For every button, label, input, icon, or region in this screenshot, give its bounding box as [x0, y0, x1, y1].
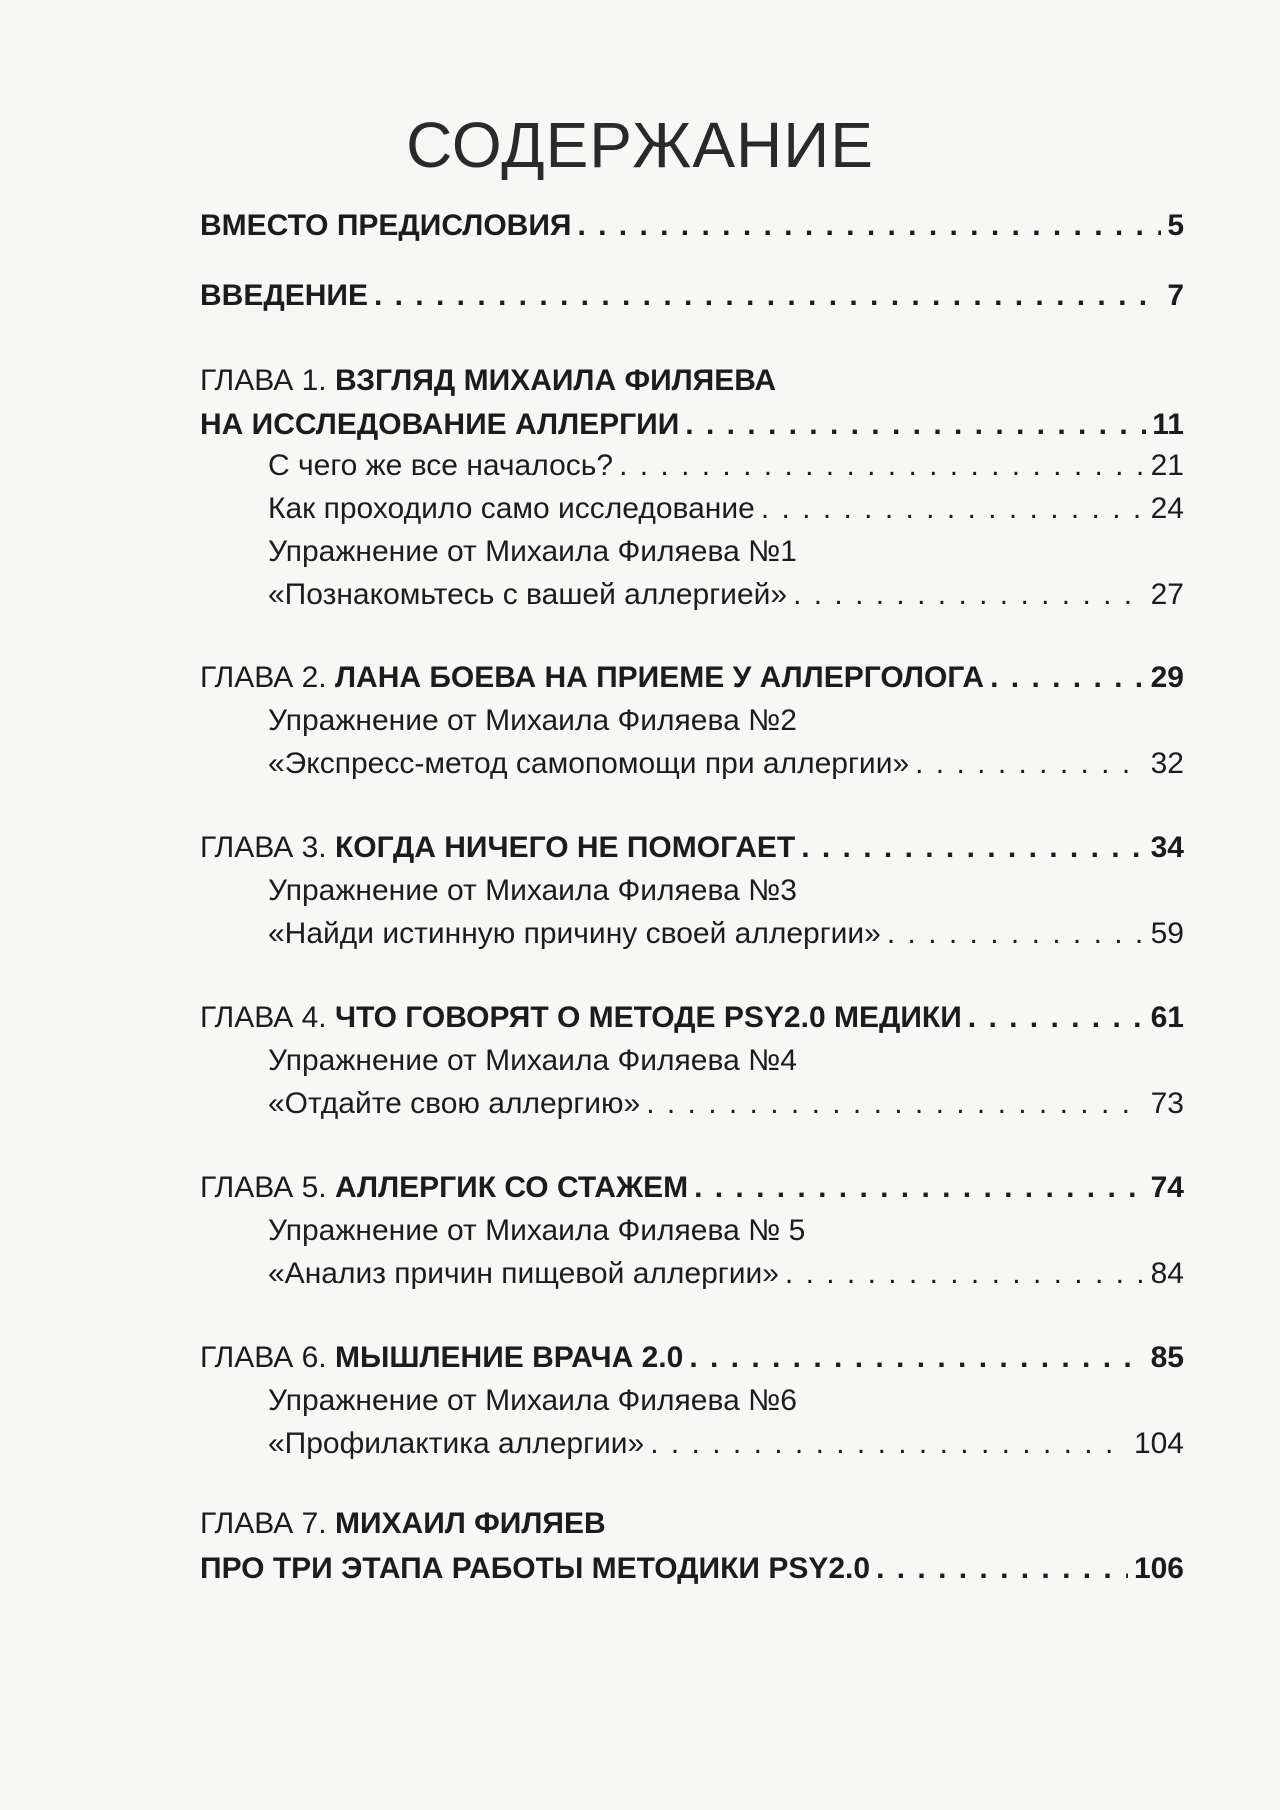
entry-page: 27: [1150, 578, 1184, 611]
entry-page: 84: [1150, 1257, 1184, 1290]
dot-leader: [761, 487, 1145, 531]
entry-title: Упражнение от Михаила Филяева №6: [268, 1384, 797, 1417]
entry-title: Как проходило само исследование: [268, 492, 755, 525]
toc-subentry-exercise-line2: [268, 1252, 1184, 1296]
dot-leader: [374, 274, 1161, 318]
toc-entry-chapter-2: [200, 656, 1184, 700]
entry-title-line2: «Анализ причин пищевой аллергии»: [268, 1257, 779, 1290]
dot-leader: [887, 912, 1145, 956]
entry-title-line2: «Найди истинную причину своей аллергии»: [268, 917, 881, 950]
entry-page: 85: [1150, 1341, 1184, 1374]
entry-title: ЧТО ГОВОРЯТ О МЕТОДЕ PSY2.0 МЕДИКИ: [334, 1001, 962, 1034]
toc-entry-chapter-1: [200, 359, 1184, 403]
toc-subentry-exercise-line2: [268, 742, 1184, 786]
dot-leader: [694, 1166, 1145, 1210]
toc-entry-chapter-7-line2: [200, 1547, 1184, 1591]
entry-title-line2: «Познакомьтесь с вашей аллергией»: [268, 578, 788, 611]
toc-subentry-exercise: [268, 530, 1184, 574]
toc-entry-chapter-3: [200, 826, 1184, 870]
dot-leader: [915, 742, 1144, 786]
entry-title: Упражнение от Михаила Филяева №4: [268, 1044, 797, 1077]
entry-title: МЫШЛЕНИЕ ВРАЧА 2.0: [334, 1341, 684, 1374]
chapter-label: ГЛАВА 4.: [200, 1001, 327, 1034]
toc-entry-chapter-1-line2: [200, 403, 1184, 447]
entry-title: МИХАИЛ ФИЛЯЕВ: [334, 1507, 606, 1540]
dot-leader: [968, 996, 1145, 1040]
entry-title: С чего же все началось?: [268, 449, 614, 482]
entry-title-line2: «Отдайте свою аллергию»: [268, 1087, 641, 1120]
dot-leader: [650, 1422, 1128, 1466]
entry-page: 61: [1150, 1001, 1184, 1034]
entry-title: ВМЕСТО ПРЕДИСЛОВИЯ: [200, 209, 572, 242]
entry-title: ВВЕДЕНИЕ: [200, 279, 368, 312]
toc-subentry-exercise: [268, 699, 1184, 743]
toc-subentry-exercise-line2: [268, 1082, 1184, 1126]
dot-leader: [785, 1252, 1145, 1296]
entry-page: 73: [1150, 1087, 1184, 1120]
entry-page: 74: [1150, 1171, 1184, 1204]
entry-page: 11: [1152, 408, 1184, 441]
dot-leader: [646, 1082, 1144, 1126]
dot-leader: [876, 1547, 1128, 1591]
toc-subentry-exercise-line2: [268, 1422, 1184, 1466]
toc-subentry-exercise: [268, 1039, 1184, 1083]
entry-page: 59: [1150, 917, 1184, 950]
toc-entry-introduction: [200, 274, 1184, 318]
entry-page: 34: [1150, 831, 1184, 864]
entry-page: 32: [1150, 747, 1184, 780]
toc-subentry-exercise: [268, 1379, 1184, 1423]
chapter-label: ГЛАВА 7.: [200, 1507, 327, 1540]
dot-leader: [689, 1336, 1144, 1380]
chapter-label: ГЛАВА 3.: [200, 831, 327, 864]
entry-page: 5: [1167, 209, 1184, 242]
entry-title: Упражнение от Михаила Филяева №1: [268, 535, 797, 568]
dot-leader: [685, 403, 1146, 447]
entry-page: 7: [1167, 279, 1184, 312]
toc-subentry-exercise-line2: [268, 573, 1184, 617]
entry-title-line2: ПРО ТРИ ЭТАПА РАБОТЫ МЕТОДИКИ PSY2.0: [200, 1552, 871, 1585]
dot-leader: [990, 656, 1145, 700]
chapter-label: ГЛАВА 1.: [200, 364, 327, 397]
chapter-label: ГЛАВА 6.: [200, 1341, 327, 1374]
toc-subentry: [268, 487, 1184, 531]
entry-title: Упражнение от Михаила Филяева № 5: [268, 1214, 806, 1247]
entry-page: 29: [1150, 661, 1184, 694]
toc-subentry: [268, 444, 1184, 488]
toc-subentry-exercise: [268, 1209, 1184, 1253]
entry-title: ВЗГЛЯД МИХАИЛА ФИЛЯЕВА: [334, 364, 777, 397]
dot-leader: [619, 444, 1145, 488]
toc-entry-chapter-5: [200, 1166, 1184, 1210]
entry-page: 104: [1133, 1427, 1184, 1460]
entry-page: 24: [1150, 492, 1184, 525]
entry-title: Упражнение от Михаила Филяева №2: [268, 704, 797, 737]
toc-entry-foreword: [200, 204, 1184, 248]
toc-entry-chapter-4: [200, 996, 1184, 1040]
entry-title-line2: НА ИССЛЕДОВАНИЕ АЛЛЕРГИИ: [200, 408, 680, 441]
entry-page: 106: [1133, 1552, 1184, 1585]
toc-subentry-exercise: [268, 869, 1184, 913]
entry-title: КОГДА НИЧЕГО НЕ ПОМОГАЕТ: [334, 831, 796, 864]
toc-entry-chapter-6: [200, 1336, 1184, 1380]
entry-title: ЛАНА БОЕВА НА ПРИЕМЕ У АЛЛЕРГОЛОГА: [334, 661, 985, 694]
chapter-label: ГЛАВА 2.: [200, 661, 327, 694]
page-title: СОДЕРЖАНИЕ: [406, 109, 874, 181]
entry-page: 21: [1150, 449, 1184, 482]
entry-title: Упражнение от Михаила Филяева №3: [268, 874, 797, 907]
chapter-label: ГЛАВА 5.: [200, 1171, 327, 1204]
toc-subentry-exercise-line2: [268, 912, 1184, 956]
entry-title-line2: «Экспресс-метод самопомощи при аллергии»: [268, 747, 910, 780]
dot-leader: [801, 826, 1144, 870]
entry-title-line2: «Профилактика аллергии»: [268, 1427, 645, 1460]
dot-leader: [793, 573, 1145, 617]
entry-title: АЛЛЕРГИК СО СТАЖЕМ: [334, 1171, 689, 1204]
dot-leader: [577, 204, 1161, 248]
toc-entry-chapter-7: [200, 1502, 1184, 1546]
